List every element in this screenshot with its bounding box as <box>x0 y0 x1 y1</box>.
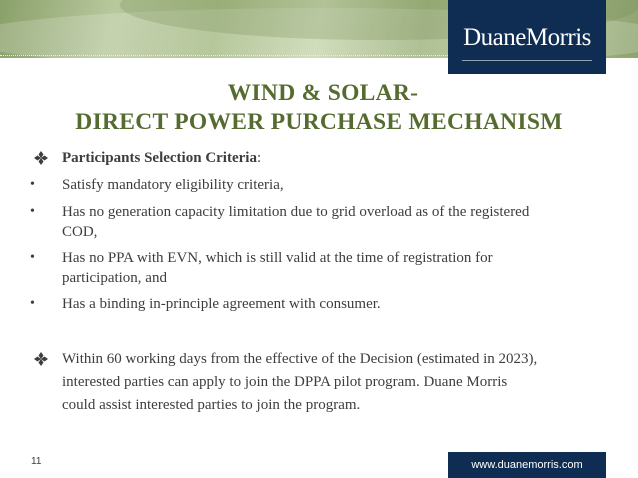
bullet-dot: • <box>30 250 35 265</box>
bullet-dot: • <box>30 296 35 311</box>
logo-underline <box>462 60 592 61</box>
banner-divider <box>0 55 448 56</box>
list-item: Has no PPA with EVN, which is still valid at the time of registration for <box>62 250 493 266</box>
footer-bar <box>448 452 606 478</box>
four-diamond-icon <box>34 352 48 366</box>
four-diamond-icon <box>34 151 48 165</box>
website-link[interactable]: www.duanemorris.com <box>471 459 583 471</box>
section-heading-colon: : <box>256 150 262 166</box>
slide-title-line2: DIRECT POWER PURCHASE MECHANISM <box>75 109 563 135</box>
paragraph-line: Within 60 working days from the effective of the Decision (estimated in 2023), <box>62 351 538 367</box>
bullet-dot: • <box>30 177 35 192</box>
page-number: 11 <box>31 456 42 467</box>
logo: DuaneMorris <box>463 24 591 51</box>
logo-box <box>448 0 606 74</box>
list-item: Has no generation capacity limitation due to grid overload as of the registered <box>62 204 530 220</box>
list-item-continuation: COD, <box>62 224 98 240</box>
section-heading-text: Participants Selection Criteria <box>62 150 257 166</box>
bullet-dot: • <box>30 204 35 219</box>
paragraph-line: could assist interested parties to join the program. <box>62 397 361 413</box>
list-item: Has a binding in-principle agreement with consumer. <box>62 296 381 312</box>
slide-title-line1: WIND & SOLAR- <box>227 80 419 106</box>
list-item: Satisfy mandatory eligibility criteria, <box>62 177 284 193</box>
list-item-continuation: participation, and <box>62 270 167 286</box>
section-heading <box>62 148 261 168</box>
paragraph-line: interested parties can apply to join the DPPA pilot program. Duane Morris <box>62 374 508 390</box>
